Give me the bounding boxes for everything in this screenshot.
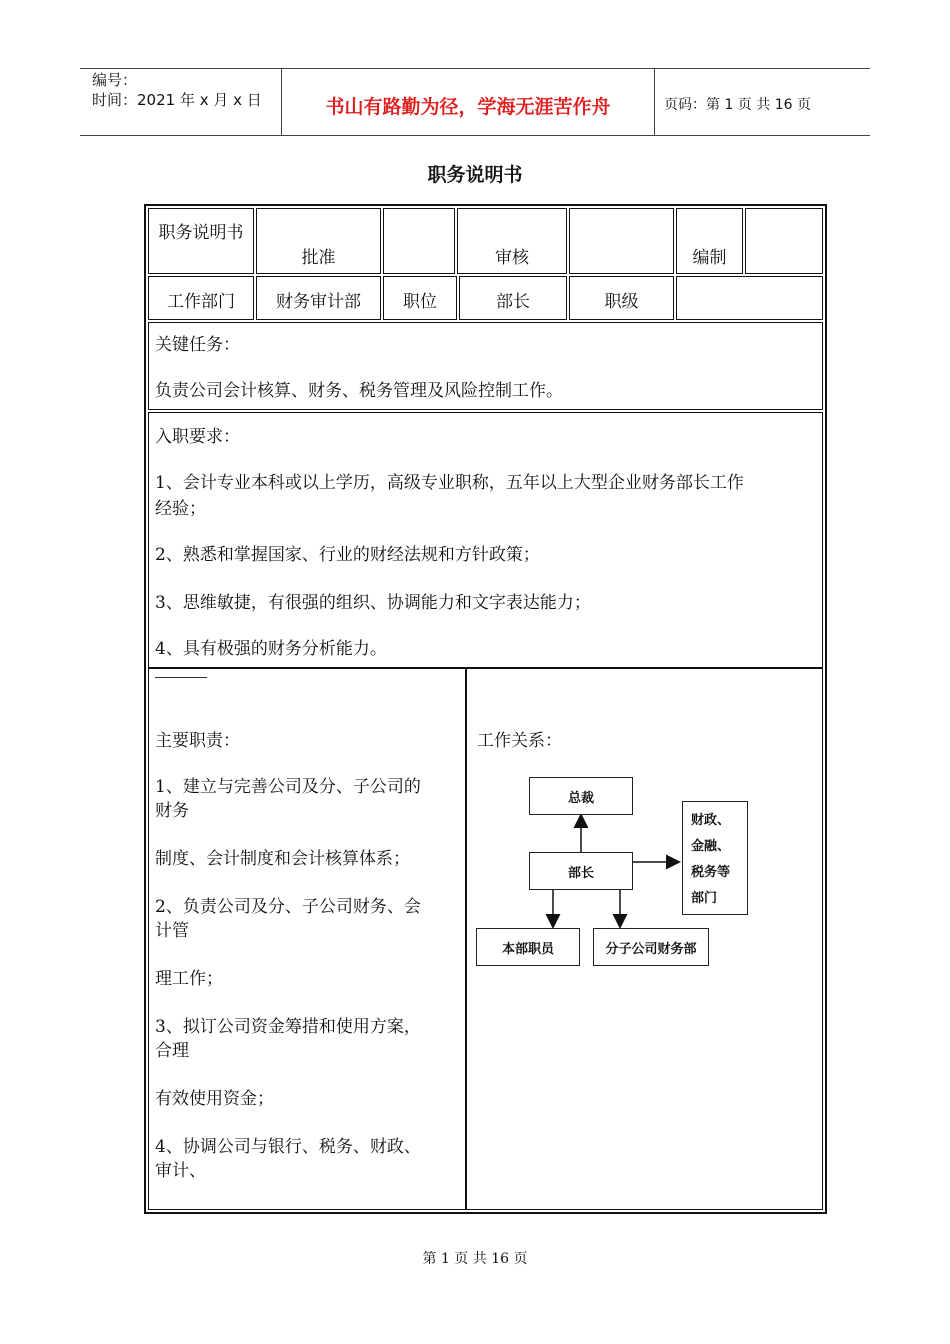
requirement-item: 4、具有极强的财务分析能力。 — [155, 639, 387, 659]
relations-label: 工作关系： — [477, 731, 562, 751]
org-node-ceo: 总裁 — [529, 777, 633, 815]
number-label: 编号： — [92, 71, 138, 89]
header-motto: 书山有路勤为径，学海无涯苦作舟 — [325, 96, 611, 118]
duties-label: 主要职责： — [155, 731, 240, 751]
duty-line: 制度、会计制度和会计核算体系； — [155, 849, 410, 869]
org-node-staff: 本部职员 — [476, 928, 580, 966]
compile-label: 编制 — [692, 248, 727, 268]
external-line: 税务等 — [691, 865, 731, 880]
doc-name-text: 职务说明书 — [158, 223, 244, 243]
requirement-item: 1、会计专业本科或以上学历，高级专业职称，五年以上大型企业财务部长工作 — [155, 473, 744, 493]
duty-line: 理工作； — [155, 969, 223, 989]
requirements-label: 入职要求： — [155, 427, 240, 447]
org-node-head: 部长 — [529, 852, 633, 890]
page-footer: 第 1 页 共 16 页 — [422, 1251, 528, 1267]
key-task-text: 负责公司会计核算、财务、税务管理及风险控制工作。 — [155, 381, 563, 401]
duty-line: 合理 — [155, 1041, 189, 1061]
org-node-external — [682, 801, 748, 915]
duty-line: 2、负责公司及分、子公司财务、会 — [155, 897, 421, 917]
external-line: 部门 — [691, 891, 718, 906]
requirement-item: 经验； — [155, 499, 206, 519]
time-label: 时间：2021 年 x 月 x 日 — [92, 91, 262, 109]
duty-line: 3、拟订公司资金筹措和使用方案， — [155, 1017, 421, 1037]
document-title: 职务说明书 — [427, 164, 523, 186]
duty-line: 审计、 — [155, 1161, 206, 1181]
dept-value: 财务审计部 — [276, 292, 361, 312]
level-label: 职级 — [604, 292, 639, 312]
dept-label: 工作部门 — [167, 292, 235, 312]
key-task-label: 关键任务： — [155, 335, 240, 355]
position-value: 部长 — [496, 292, 530, 312]
external-line: 金融、 — [691, 839, 731, 854]
position-label: 职位 — [403, 292, 437, 312]
header-page-info: 页码：第 1 页 共 16 页 — [664, 97, 811, 113]
review-label: 审核 — [495, 248, 529, 268]
org-node-subsidiary: 分子公司财务部 — [593, 928, 709, 966]
external-line: 财政、 — [691, 813, 731, 828]
duty-line: 有效使用资金； — [155, 1089, 274, 1109]
duty-line: 4、协调公司与银行、税务、财政、 — [155, 1137, 421, 1157]
requirement-item: 3、思维敏捷，有很强的组织、协调能力和文字表达能力； — [155, 593, 591, 613]
duty-line: 计管 — [155, 921, 189, 941]
duty-line: 1、建立与完善公司及分、子公司的 — [155, 777, 421, 797]
duty-line: 财务 — [155, 801, 189, 821]
approve-label: 批准 — [301, 248, 336, 268]
requirement-item: 2、熟悉和掌握国家、行业的财经法规和方针政策； — [155, 545, 540, 565]
